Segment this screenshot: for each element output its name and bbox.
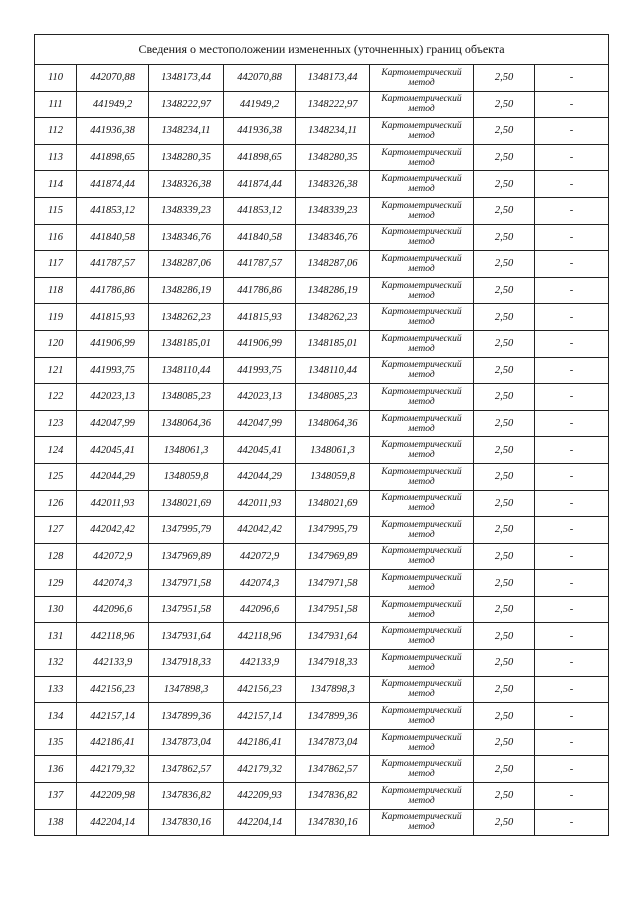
table-row [35, 65, 609, 92]
accuracy-cell: 2,50 [474, 490, 535, 517]
accuracy-cell: 2,50 [474, 756, 535, 783]
existing-y-cell: 1348059,8 [149, 463, 224, 490]
existing-y-cell: 1348061,3 [149, 437, 224, 464]
method-cell: Картометрический метод [370, 384, 474, 411]
existing-x-cell: 442072,9 [77, 543, 149, 570]
method-cell: Картометрический метод [370, 490, 474, 517]
accuracy-cell: 2,50 [474, 410, 535, 437]
accuracy-cell: 2,50 [474, 543, 535, 570]
existing-y-cell: 1348110,44 [149, 357, 224, 384]
refined-y-cell: 1348021,69 [296, 490, 370, 517]
accuracy-cell: 2,50 [474, 517, 535, 544]
method-cell: Картометрический метод [370, 224, 474, 251]
existing-x-cell: 442070,88 [77, 65, 149, 92]
existing-y-cell: 1347918,33 [149, 650, 224, 677]
refined-x-cell: 441874,44 [224, 171, 296, 198]
point-number-cell: 134 [35, 703, 77, 730]
accuracy-cell: 2,50 [474, 783, 535, 810]
method-cell: Картометрический метод [370, 676, 474, 703]
point-number-cell: 119 [35, 304, 77, 331]
refined-y-cell: 1347951,58 [296, 596, 370, 623]
refined-y-cell: 1348346,76 [296, 224, 370, 251]
refined-x-cell: 442070,88 [224, 65, 296, 92]
existing-y-cell: 1348326,38 [149, 171, 224, 198]
table-row [35, 384, 609, 411]
existing-y-cell: 1347873,04 [149, 729, 224, 756]
method-cell: Картометрический метод [370, 596, 474, 623]
refined-y-cell: 1348262,23 [296, 304, 370, 331]
accuracy-cell: 2,50 [474, 384, 535, 411]
existing-x-cell: 442204,14 [77, 809, 149, 836]
refined-y-cell: 1348222,97 [296, 91, 370, 118]
accuracy-cell: 2,50 [474, 596, 535, 623]
refined-x-cell: 441906,99 [224, 330, 296, 357]
table-row [35, 251, 609, 278]
existing-x-cell: 442156,23 [77, 676, 149, 703]
existing-x-cell: 442133,9 [77, 650, 149, 677]
existing-x-cell: 442042,42 [77, 517, 149, 544]
table-row [35, 703, 609, 730]
refined-y-cell: 1348280,35 [296, 144, 370, 171]
note-cell: - [535, 650, 609, 677]
existing-y-cell: 1348346,76 [149, 224, 224, 251]
point-number-cell: 129 [35, 570, 77, 597]
refined-x-cell: 441853,12 [224, 197, 296, 224]
table-row [35, 330, 609, 357]
existing-y-cell: 1347951,58 [149, 596, 224, 623]
point-number-cell: 136 [35, 756, 77, 783]
refined-x-cell: 442072,9 [224, 543, 296, 570]
accuracy-cell: 2,50 [474, 224, 535, 251]
accuracy-cell: 2,50 [474, 676, 535, 703]
method-cell: Картометрический метод [370, 623, 474, 650]
existing-x-cell: 441949,2 [77, 91, 149, 118]
refined-x-cell: 442023,13 [224, 384, 296, 411]
refined-x-cell: 441787,57 [224, 251, 296, 278]
existing-x-cell: 441906,99 [77, 330, 149, 357]
note-cell: - [535, 251, 609, 278]
note-cell: - [535, 543, 609, 570]
existing-y-cell: 1347862,57 [149, 756, 224, 783]
note-cell: - [535, 357, 609, 384]
existing-y-cell: 1347899,36 [149, 703, 224, 730]
refined-x-cell: 442209,93 [224, 783, 296, 810]
refined-y-cell: 1347971,58 [296, 570, 370, 597]
refined-x-cell: 442133,9 [224, 650, 296, 677]
refined-y-cell: 1347862,57 [296, 756, 370, 783]
existing-y-cell: 1347836,82 [149, 783, 224, 810]
accuracy-cell: 2,50 [474, 809, 535, 836]
refined-x-cell: 442156,23 [224, 676, 296, 703]
accuracy-cell: 2,50 [474, 144, 535, 171]
point-number-cell: 125 [35, 463, 77, 490]
point-number-cell: 122 [35, 384, 77, 411]
boundary-coordinates-table [34, 34, 609, 836]
note-cell: - [535, 65, 609, 92]
method-cell: Картометрический метод [370, 729, 474, 756]
existing-y-cell: 1348286,19 [149, 277, 224, 304]
existing-x-cell: 441898,65 [77, 144, 149, 171]
method-cell: Картометрический метод [370, 410, 474, 437]
table-row [35, 118, 609, 145]
existing-x-cell: 442096,6 [77, 596, 149, 623]
method-cell: Картометрический метод [370, 330, 474, 357]
point-number-cell: 128 [35, 543, 77, 570]
point-number-cell: 112 [35, 118, 77, 145]
refined-x-cell: 442118,96 [224, 623, 296, 650]
note-cell: - [535, 517, 609, 544]
accuracy-cell: 2,50 [474, 118, 535, 145]
existing-x-cell: 442045,41 [77, 437, 149, 464]
method-cell: Картометрический метод [370, 463, 474, 490]
note-cell: - [535, 171, 609, 198]
refined-x-cell: 442096,6 [224, 596, 296, 623]
refined-x-cell: 442045,41 [224, 437, 296, 464]
method-cell: Картометрический метод [370, 171, 474, 198]
existing-y-cell: 1348064,36 [149, 410, 224, 437]
point-number-cell: 121 [35, 357, 77, 384]
table-row [35, 596, 609, 623]
point-number-cell: 126 [35, 490, 77, 517]
existing-y-cell: 1348185,01 [149, 330, 224, 357]
refined-y-cell: 1347918,33 [296, 650, 370, 677]
point-number-cell: 117 [35, 251, 77, 278]
refined-y-cell: 1348110,44 [296, 357, 370, 384]
refined-y-cell: 1348286,19 [296, 277, 370, 304]
existing-x-cell: 442209,98 [77, 783, 149, 810]
note-cell: - [535, 224, 609, 251]
refined-y-cell: 1348173,44 [296, 65, 370, 92]
note-cell: - [535, 384, 609, 411]
note-cell: - [535, 277, 609, 304]
refined-y-cell: 1348185,01 [296, 330, 370, 357]
existing-x-cell: 441936,38 [77, 118, 149, 145]
refined-x-cell: 442044,29 [224, 463, 296, 490]
table-row [35, 224, 609, 251]
method-cell: Картометрический метод [370, 144, 474, 171]
point-number-cell: 115 [35, 197, 77, 224]
existing-x-cell: 442118,96 [77, 623, 149, 650]
accuracy-cell: 2,50 [474, 623, 535, 650]
refined-y-cell: 1347830,16 [296, 809, 370, 836]
existing-x-cell: 441786,86 [77, 277, 149, 304]
table-row [35, 756, 609, 783]
table-row [35, 783, 609, 810]
accuracy-cell: 2,50 [474, 463, 535, 490]
existing-y-cell: 1347971,58 [149, 570, 224, 597]
existing-y-cell: 1348280,35 [149, 144, 224, 171]
accuracy-cell: 2,50 [474, 357, 535, 384]
refined-x-cell: 441840,58 [224, 224, 296, 251]
existing-y-cell: 1347898,3 [149, 676, 224, 703]
existing-y-cell: 1347830,16 [149, 809, 224, 836]
refined-y-cell: 1347899,36 [296, 703, 370, 730]
refined-x-cell: 441936,38 [224, 118, 296, 145]
existing-x-cell: 442179,32 [77, 756, 149, 783]
refined-y-cell: 1348339,23 [296, 197, 370, 224]
method-cell: Картометрический метод [370, 251, 474, 278]
refined-y-cell: 1347969,89 [296, 543, 370, 570]
method-cell: Картометрический метод [370, 783, 474, 810]
refined-x-cell: 442047,99 [224, 410, 296, 437]
refined-y-cell: 1348287,06 [296, 251, 370, 278]
refined-x-cell: 441898,65 [224, 144, 296, 171]
existing-x-cell: 442157,14 [77, 703, 149, 730]
existing-y-cell: 1348085,23 [149, 384, 224, 411]
note-cell: - [535, 729, 609, 756]
refined-x-cell: 442042,42 [224, 517, 296, 544]
refined-y-cell: 1348326,38 [296, 171, 370, 198]
note-cell: - [535, 703, 609, 730]
method-cell: Картометрический метод [370, 65, 474, 92]
refined-x-cell: 442011,93 [224, 490, 296, 517]
existing-x-cell: 441815,93 [77, 304, 149, 331]
point-number-cell: 137 [35, 783, 77, 810]
note-cell: - [535, 490, 609, 517]
refined-y-cell: 1348061,3 [296, 437, 370, 464]
note-cell: - [535, 410, 609, 437]
accuracy-cell: 2,50 [474, 65, 535, 92]
existing-x-cell: 441874,44 [77, 171, 149, 198]
table-row [35, 304, 609, 331]
refined-y-cell: 1348059,8 [296, 463, 370, 490]
point-number-cell: 116 [35, 224, 77, 251]
point-number-cell: 120 [35, 330, 77, 357]
accuracy-cell: 2,50 [474, 729, 535, 756]
note-cell: - [535, 783, 609, 810]
existing-y-cell: 1347969,89 [149, 543, 224, 570]
refined-x-cell: 442179,32 [224, 756, 296, 783]
note-cell: - [535, 756, 609, 783]
existing-y-cell: 1347931,64 [149, 623, 224, 650]
point-number-cell: 127 [35, 517, 77, 544]
refined-y-cell: 1347873,04 [296, 729, 370, 756]
existing-x-cell: 442044,29 [77, 463, 149, 490]
note-cell: - [535, 676, 609, 703]
existing-x-cell: 441853,12 [77, 197, 149, 224]
existing-y-cell: 1348339,23 [149, 197, 224, 224]
refined-y-cell: 1348085,23 [296, 384, 370, 411]
existing-y-cell: 1348222,97 [149, 91, 224, 118]
existing-y-cell: 1348021,69 [149, 490, 224, 517]
accuracy-cell: 2,50 [474, 251, 535, 278]
accuracy-cell: 2,50 [474, 171, 535, 198]
refined-x-cell: 441815,93 [224, 304, 296, 331]
method-cell: Картометрический метод [370, 809, 474, 836]
method-cell: Картометрический метод [370, 570, 474, 597]
refined-x-cell: 442204,14 [224, 809, 296, 836]
table-row [35, 171, 609, 198]
table-row [35, 809, 609, 836]
note-cell: - [535, 437, 609, 464]
note-cell: - [535, 809, 609, 836]
method-cell: Картометрический метод [370, 357, 474, 384]
refined-x-cell: 441786,86 [224, 277, 296, 304]
existing-x-cell: 441993,75 [77, 357, 149, 384]
existing-y-cell: 1347995,79 [149, 517, 224, 544]
note-cell: - [535, 330, 609, 357]
method-cell: Картометрический метод [370, 118, 474, 145]
point-number-cell: 138 [35, 809, 77, 836]
existing-x-cell: 441840,58 [77, 224, 149, 251]
note-cell: - [535, 91, 609, 118]
method-cell: Картометрический метод [370, 197, 474, 224]
existing-y-cell: 1348262,23 [149, 304, 224, 331]
method-cell: Картометрический метод [370, 756, 474, 783]
note-cell: - [535, 304, 609, 331]
refined-x-cell: 441993,75 [224, 357, 296, 384]
method-cell: Картометрический метод [370, 517, 474, 544]
point-number-cell: 131 [35, 623, 77, 650]
method-cell: Картометрический метод [370, 703, 474, 730]
accuracy-cell: 2,50 [474, 703, 535, 730]
refined-x-cell: 442186,41 [224, 729, 296, 756]
refined-x-cell: 442157,14 [224, 703, 296, 730]
table-row [35, 437, 609, 464]
point-number-cell: 113 [35, 144, 77, 171]
method-cell: Картометрический метод [370, 304, 474, 331]
refined-y-cell: 1347898,3 [296, 676, 370, 703]
refined-y-cell: 1347995,79 [296, 517, 370, 544]
table-row [35, 729, 609, 756]
table-row [35, 357, 609, 384]
table-title: Сведения о местоположении измененных (уточненных) границ объекта [35, 35, 609, 65]
note-cell: - [535, 197, 609, 224]
point-number-cell: 124 [35, 437, 77, 464]
method-cell: Картометрический метод [370, 650, 474, 677]
table-row [35, 277, 609, 304]
existing-y-cell: 1348173,44 [149, 65, 224, 92]
refined-y-cell: 1348234,11 [296, 118, 370, 145]
accuracy-cell: 2,50 [474, 304, 535, 331]
accuracy-cell: 2,50 [474, 91, 535, 118]
existing-y-cell: 1348234,11 [149, 118, 224, 145]
note-cell: - [535, 118, 609, 145]
note-cell: - [535, 570, 609, 597]
table-body [35, 65, 609, 836]
table-row [35, 570, 609, 597]
point-number-cell: 133 [35, 676, 77, 703]
accuracy-cell: 2,50 [474, 277, 535, 304]
refined-x-cell: 442074,3 [224, 570, 296, 597]
point-number-cell: 130 [35, 596, 77, 623]
existing-x-cell: 442074,3 [77, 570, 149, 597]
method-cell: Картометрический метод [370, 277, 474, 304]
refined-y-cell: 1347836,82 [296, 783, 370, 810]
point-number-cell: 111 [35, 91, 77, 118]
accuracy-cell: 2,50 [474, 650, 535, 677]
existing-x-cell: 441787,57 [77, 251, 149, 278]
point-number-cell: 110 [35, 65, 77, 92]
refined-y-cell: 1348064,36 [296, 410, 370, 437]
existing-x-cell: 442186,41 [77, 729, 149, 756]
table-row [35, 91, 609, 118]
table-row [35, 410, 609, 437]
accuracy-cell: 2,50 [474, 330, 535, 357]
table-row [35, 676, 609, 703]
existing-y-cell: 1348287,06 [149, 251, 224, 278]
point-number-cell: 135 [35, 729, 77, 756]
accuracy-cell: 2,50 [474, 437, 535, 464]
note-cell: - [535, 623, 609, 650]
accuracy-cell: 2,50 [474, 197, 535, 224]
table-row [35, 463, 609, 490]
note-cell: - [535, 144, 609, 171]
table-row [35, 517, 609, 544]
table-row [35, 490, 609, 517]
table-row [35, 650, 609, 677]
note-cell: - [535, 596, 609, 623]
refined-x-cell: 441949,2 [224, 91, 296, 118]
method-cell: Картометрический метод [370, 543, 474, 570]
point-number-cell: 118 [35, 277, 77, 304]
table-row [35, 543, 609, 570]
point-number-cell: 123 [35, 410, 77, 437]
table-row [35, 144, 609, 171]
point-number-cell: 132 [35, 650, 77, 677]
point-number-cell: 114 [35, 171, 77, 198]
existing-x-cell: 442023,13 [77, 384, 149, 411]
refined-y-cell: 1347931,64 [296, 623, 370, 650]
accuracy-cell: 2,50 [474, 570, 535, 597]
note-cell: - [535, 463, 609, 490]
existing-x-cell: 442047,99 [77, 410, 149, 437]
method-cell: Картометрический метод [370, 91, 474, 118]
method-cell: Картометрический метод [370, 437, 474, 464]
boundary-table-sheet [34, 34, 608, 836]
table-row [35, 197, 609, 224]
existing-x-cell: 442011,93 [77, 490, 149, 517]
table-row [35, 623, 609, 650]
